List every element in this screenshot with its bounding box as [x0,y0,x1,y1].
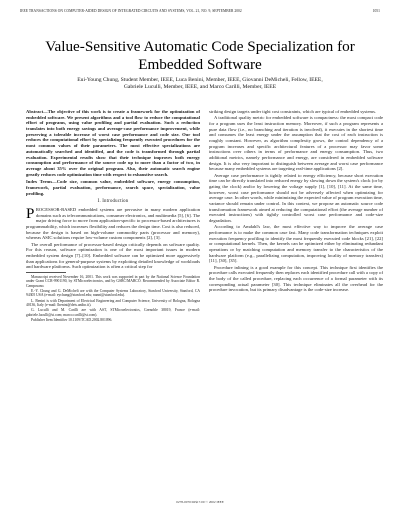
drop-cap: P [26,206,35,222]
footnote-divider [26,272,66,273]
intro-paragraph-1 [26,207,200,241]
footnote-manuscript: Manuscript received November 16, 2001. This work was supported in part by the National Science Foundation under Grant CCR-9901190, by STMicroelectronics, and by GSRC/MARCO. Recommended by Associate Editor R. Camposano. [26,274,200,288]
footnote-author-2: L. Benini is with Department of Electrical Engineering and Computer Science, University of Bologna, Bologna 40136, Italy (e-mail: lbenini@deis.unibo.it). [26,298,200,308]
author-list [28,77,372,91]
authors-line-2: Gabriele Luculli, Member, IEEE, and Marco Carilli, Member, IEEE [123,84,277,90]
running-head [20,9,380,13]
left-column [26,109,200,491]
abstract: Abstract—The objective of this work is to create a framework for the optimization of embedded software. We present algorithms and a tool flow to reduce the computational effort of programs, using value profiling and partial evaluation. Such a reduction translates into both energy savings and average-case performance improvement, while preserving a tolerable increase of worst case performance and code size. Our tool reduces the computational effort by specializing frequently executed procedures for the most common values of their parameters. The most effective specializations are automatically searched and identified, and the code is transformed through partial evaluation. Experimental results show that their technique improves both energy consumption and performance of the source code up to more than a factor of two, in average about 35% over the original program. Also, their automatic search engine greatly reduces code optimization time with respect to exhaustive search. [26,109,200,177]
paper-title: Value-Sensitive Automatic Code Specialization for Embedded Software [45,38,355,73]
intro-paragraph-1-text: ROCESSOR-BASED embedded systems are pervasive in many modern application domains such as telecommunications, consumer electronics, and multimedia [5], [6]. The major driving force to move from application-specific to processor-based architectures is programmability, which increases flexibility and reduces the design time. Cost is also reduced, because the design is based on high-volume commodity parts (processor and memory), whereas ASIC solutions require low-volume custom components [2], [3]. [26,207,200,241]
body-paragraph-3: Average case performance is tightly related to energy efficiency, because short execution time can be directly translated into reduced energy by slowing down the system's clock (or by gating the clock) and/or by lowering the voltage supply [1], [10], [11]. At the same time, however, worst case performance should not be adversely affected when optimizing for average case. In other words, while minimizing the expected value of program execution time, variance should remain under control. In this context, we propose an automatic source code transformation framework aimed at reducing the computational effort (the average number of executed instructions) with tightly controlled worst case performance and code-size degradation. [209,172,383,224]
body-paragraph-4: According to Amdahl's law, the most effective way to improve the average case performance is to make the common case fast. Many code transformation techniques exploit execution frequency profiling to identify the most frequently executed code blocks [21], [22] or computational kernels. Then, the kernels can be optimized either by eliminating redundant operations or by matching computation and memory transfer to the characteristics of the hardware platform (e.g., parallelizing computation, improving locality of memory transfers) [11], [30], [35]. [209,224,383,264]
body-paragraph-5: Procedure inlining is a good example for this concept. This technique first identifies the procedure calls executed frequently then replaces each identified procedure call with a copy of the body of the called procedure, replacing each occurrence of a formal parameter with its corresponding actual parameter [30]. This technique eliminates all the overhead for the procedure invocation, but its primary disadvantage is the code-size increase. [209,264,383,293]
journal-header: IEEE TRANSACTIONS ON COMPUTER-AIDED DESIGN OF INTEGRATED CIRCUITS AND SYSTEMS, VOL. 21, NO. 9, SEPTEMBER 2002 [20,9,242,13]
copyright-footer: 0278-0070/02$17.00 © 2002 IEEE [176,500,224,504]
authors-line-1: Eui-Young Chung, Student Member, IEEE, Luca Benini, Member, IEEE, Giovanni DeMicheli, Fellow, IEEE, [77,77,323,83]
body-paragraph-1: striking design targets under tight cost constraints, which are typical of embedded systems. [209,109,377,114]
index-terms: Index Terms—Code size, common value, embedded software, energy consumption, framework, partial evaluation, performance, search space, specialization, value profiling. [26,179,200,196]
intro-paragraph-2: The overall performance of processor-based design critically depends on software quality. For this reason, software optimization is one of the most important issues in modern embedded system design [7]–[10]. Embedded software can be optimized more aggressively than applications for general-purpose systems by exploiting detailed knowledge of workloads and hardware platforms. Such optimization is often a critical step for [26,241,200,270]
section-heading: I. Introduction [97,199,129,205]
footnote-author-1: E.-Y. Chung and G. DeMicheli are with the Computer Systems Laboratory, Stanford University, Stanford, CA 94305 USA (e-mail: eychung@stanford.edu; nanni@stanford.edu). [26,288,200,298]
body-paragraph-2: A traditional quality metric for embedded software is compactness: the most compact code for a program uses the least instruction memory. Moreover, if such a program represents a pure data flow (i.e., no branching and iteration is involved), it executes in the shortest time and consumes the least energy under the assumption that the cost of each instruction is roughly constant. However, as algorithm complexity grows, the control dependency of a program increases and specific architectural features of a processor may favor some instructions over others in terms of performance and energy consumption. Thus, two additional metrics, namely performance and energy, are considered in embedded software design. It is also very important to distinguish between average and worst case performance because many embedded systems are targeting real-time applications [2]. [209,115,383,172]
page-number: 1051 [372,9,380,13]
right-column [209,109,383,491]
footnote-author-3: G. Luculli and M. Carilli are with AST, STMicroelectronics, Grenoble 38019, France (e-mail: gabriele.luculli@st.com; marco.carilli@st.com). [26,308,200,317]
footnote-publisher-id: Publisher Item Identifier 10.1109/TCAD.2002.801096. [31,317,113,322]
